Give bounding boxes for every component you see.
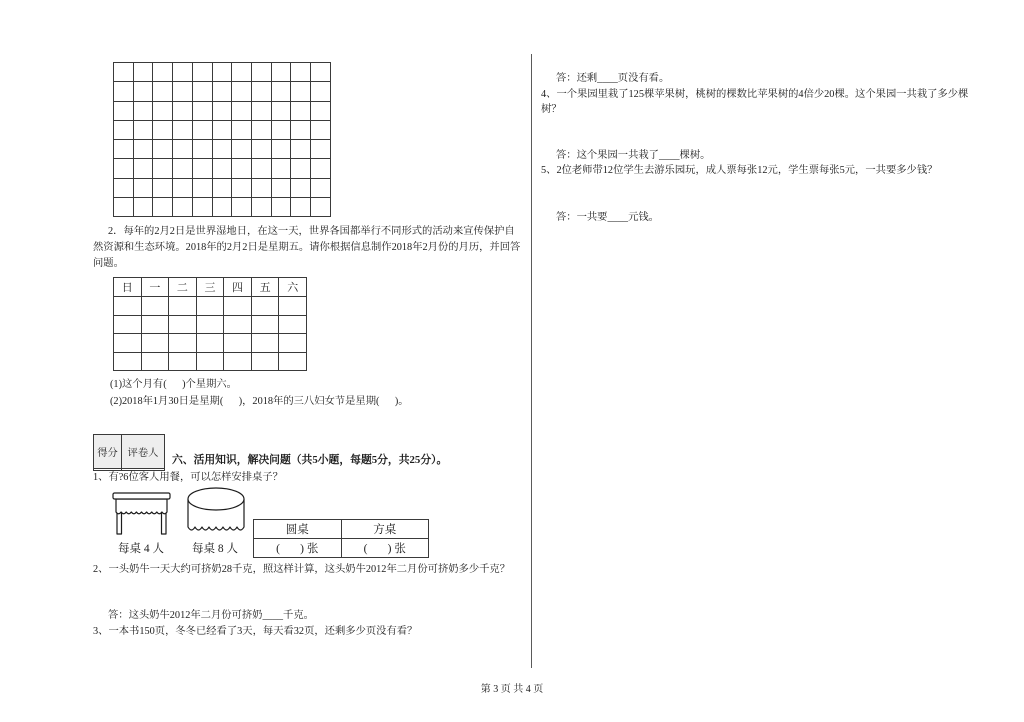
calendar-question-line: 2．每年的2月2日是世界湿地日，在这一天，世界各国都举行不同形式的活动来宣传保护自	[108, 226, 515, 237]
writing-grid-cell	[291, 178, 311, 197]
writing-grid-cell	[271, 178, 291, 197]
writing-grid-cell	[232, 120, 252, 139]
calendar-day-cell	[196, 334, 224, 353]
writing-grid-cell	[153, 178, 173, 197]
writing-grid-cell	[192, 101, 212, 120]
calendar-header-row	[114, 278, 307, 297]
calendar-day-cell	[114, 334, 142, 353]
weekday-header: 五	[251, 278, 279, 297]
weekday-header: 日	[114, 278, 142, 297]
writing-grid-cell	[311, 101, 331, 120]
writing-grid-cell	[271, 63, 291, 82]
question-4-line: 4、一个果园里栽了125棵苹果树，桃树的棵数比苹果树的4倍少20棵。这个果园一共栽了多少棵	[541, 89, 969, 100]
writing-grid-cell	[133, 63, 153, 82]
writing-grid-cell	[192, 178, 212, 197]
writing-grid-cell	[133, 101, 153, 120]
writing-grid-cell	[232, 140, 252, 159]
calendar-day-cell	[251, 334, 279, 353]
calendar-day-cell	[279, 315, 307, 334]
writing-grid-row	[114, 140, 331, 159]
writing-grid-cell	[133, 82, 153, 101]
calendar-day-cell	[169, 352, 197, 371]
calendar-question-line: 问题。	[93, 258, 124, 269]
question-1: 1、有?6位客人用餐，可以怎样安排桌子？	[93, 472, 283, 483]
writing-grid-cell	[173, 178, 193, 197]
question-2-answer: 答：这头奶牛2012年二月份可挤奶____千克。	[108, 610, 314, 621]
writing-grid-cell	[232, 197, 252, 216]
calendar-day-cell	[114, 297, 142, 316]
calendar-week-row	[114, 352, 307, 371]
writing-grid-cell	[133, 120, 153, 139]
table-top	[188, 488, 244, 510]
writing-grid-cell	[133, 159, 153, 178]
square-table-count-blank: ( ) 张	[341, 539, 429, 558]
square-table-header: 方桌	[341, 520, 429, 539]
writing-grid-cell	[232, 178, 252, 197]
calendar-week-row	[114, 334, 307, 353]
score-label: 得分	[94, 435, 122, 469]
calendar-day-cell	[224, 352, 252, 371]
writing-grid-cell	[291, 120, 311, 139]
question-3: 3、一本书150页，冬冬已经看了3天，每天看32页，还剩多少页没有看？	[93, 626, 418, 637]
writing-grid-cell	[114, 120, 134, 139]
writing-grid-cell	[311, 178, 331, 197]
writing-grid-row	[114, 178, 331, 197]
calendar-day-cell	[141, 297, 169, 316]
writing-grid-cell	[173, 101, 193, 120]
writing-grid-cell	[232, 101, 252, 120]
calendar-table	[113, 277, 307, 371]
writing-grid-cell	[271, 101, 291, 120]
writing-grid-cell	[311, 120, 331, 139]
writing-grid-cell	[192, 140, 212, 159]
writing-grid-row	[114, 101, 331, 120]
writing-grid-cell	[271, 120, 291, 139]
writing-grid-cell	[153, 82, 173, 101]
writing-grid-cell	[192, 120, 212, 139]
writing-grid-cell	[291, 82, 311, 101]
score-box-header-row	[94, 435, 165, 469]
weekday-header: 三	[196, 278, 224, 297]
writing-grid-cell	[153, 63, 173, 82]
calendar-day-cell	[224, 297, 252, 316]
round-table-label: 每桌 8 人	[192, 543, 238, 555]
writing-grid-row	[114, 197, 331, 216]
writing-grid-cell	[192, 82, 212, 101]
writing-grid-cell	[212, 159, 232, 178]
writing-grid-row	[114, 120, 331, 139]
writing-grid-cell	[153, 120, 173, 139]
calendar-day-cell	[224, 315, 252, 334]
writing-grid-cell	[114, 140, 134, 159]
writing-grid-cell	[271, 140, 291, 159]
writing-grid-cell	[271, 159, 291, 178]
question-4-line: 树？	[541, 104, 562, 115]
calendar-day-cell	[251, 297, 279, 316]
calendar-day-cell	[169, 334, 197, 353]
writing-grid-cell	[114, 197, 134, 216]
calendar-day-cell	[279, 297, 307, 316]
weekday-header: 一	[141, 278, 169, 297]
writing-grid-cell	[271, 197, 291, 216]
writing-grid-cell	[114, 159, 134, 178]
writing-grid-cell	[311, 140, 331, 159]
writing-grid-cell	[252, 140, 272, 159]
calendar-day-cell	[196, 352, 224, 371]
writing-grid-cell	[311, 63, 331, 82]
square-table-illustration	[110, 488, 174, 538]
writing-grid-cell	[291, 140, 311, 159]
writing-grid-cell	[232, 82, 252, 101]
writing-grid-cell	[212, 197, 232, 216]
calendar-day-cell	[141, 315, 169, 334]
writing-grid-cell	[252, 101, 272, 120]
question-4-answer: 答：这个果园一共栽了____棵树。	[556, 150, 711, 161]
writing-grid-cell	[271, 82, 291, 101]
calendar-day-cell	[251, 352, 279, 371]
calendar-day-cell	[196, 315, 224, 334]
writing-grid-cell	[133, 140, 153, 159]
calendar-day-cell	[251, 315, 279, 334]
writing-grid-cell	[192, 159, 212, 178]
calendar-week-row	[114, 315, 307, 334]
writing-grid-cell	[114, 82, 134, 101]
writing-grid-cell	[153, 197, 173, 216]
writing-grid-cell	[192, 63, 212, 82]
writing-grid-cell	[212, 63, 232, 82]
writing-grid-cell	[291, 159, 311, 178]
writing-grid-cell	[114, 178, 134, 197]
writing-grid-cell	[252, 178, 272, 197]
writing-grid-cell	[173, 159, 193, 178]
writing-grid-cell	[212, 140, 232, 159]
calendar-day-cell	[114, 352, 142, 371]
writing-grid-cell	[114, 101, 134, 120]
calendar-day-cell	[169, 315, 197, 334]
writing-grid-cell	[232, 159, 252, 178]
sub-question: (2)2018年1月30日是星期( )，2018年的三八妇女节是星期( )。	[110, 396, 409, 407]
calendar-day-cell	[141, 334, 169, 353]
writing-grid-cell	[173, 120, 193, 139]
writing-grid-cell	[252, 120, 272, 139]
writing-grid-cell	[173, 140, 193, 159]
square-table-label: 每桌 4 人	[118, 543, 164, 555]
writing-grid-cell	[114, 63, 134, 82]
tablecloth-skirt	[116, 499, 167, 514]
writing-grid-row	[114, 159, 331, 178]
writing-grid-cell	[153, 140, 173, 159]
writing-grid-cell	[212, 82, 232, 101]
writing-grid-cell	[232, 63, 252, 82]
weekday-header: 六	[279, 278, 307, 297]
question-5-answer: 答：一共要____元钱。	[556, 212, 659, 223]
writing-grid-cell	[173, 82, 193, 101]
writing-grid-cell	[311, 159, 331, 178]
calendar-day-cell	[141, 352, 169, 371]
writing-grid-cell	[173, 63, 193, 82]
page-number: 第 3 页 共 4 页	[480, 684, 544, 695]
score-box	[93, 434, 165, 471]
calendar-day-cell	[169, 297, 197, 316]
writing-grid-cell	[311, 197, 331, 216]
writing-grid-cell	[212, 120, 232, 139]
writing-grid-cell	[291, 197, 311, 216]
writing-grid-cell	[153, 101, 173, 120]
round-table-illustration	[185, 484, 249, 538]
writing-grid-cell	[153, 159, 173, 178]
writing-grid-row	[114, 63, 331, 82]
calendar-day-cell	[196, 297, 224, 316]
table-count-answer-table	[253, 519, 429, 558]
calendar-day-cell	[114, 315, 142, 334]
writing-grid-cell	[252, 159, 272, 178]
round-table-count-blank: ( ) 张	[254, 539, 342, 558]
grader-label: 评卷人	[122, 435, 165, 469]
writing-grid-row	[114, 82, 331, 101]
calendar-question-line: 然资源和生态环境。2018年的2月2日是星期五。请你根据信息制作2018年2月份的月历，并回答	[93, 242, 521, 253]
writing-grid-cell	[212, 101, 232, 120]
calendar-day-cell	[279, 334, 307, 353]
column-divider	[531, 54, 532, 668]
calendar-week-row	[114, 297, 307, 316]
writing-grid-cell	[212, 178, 232, 197]
answer-table-blank-row	[254, 539, 429, 558]
writing-grid	[113, 62, 331, 217]
section-title: 六、活用知识，解决问题（共5小题，每题5分，共25分）。	[172, 454, 448, 466]
writing-grid-cell	[291, 101, 311, 120]
writing-grid-cell	[133, 178, 153, 197]
answer-table-header-row	[254, 520, 429, 539]
weekday-header: 二	[169, 278, 197, 297]
weekday-header: 四	[224, 278, 252, 297]
calendar-day-cell	[224, 334, 252, 353]
writing-grid-cell	[252, 82, 272, 101]
question-3-answer: 答：还剩____页没有看。	[556, 73, 670, 84]
writing-grid-cell	[192, 197, 212, 216]
sub-question: (1)这个月有( )个星期六。	[110, 379, 237, 390]
writing-grid-cell	[173, 197, 193, 216]
round-table-header: 圆桌	[254, 520, 342, 539]
writing-grid-cell	[311, 82, 331, 101]
table-top	[113, 493, 170, 499]
writing-grid-cell	[252, 197, 272, 216]
question-2: 2、一头奶牛一天大约可挤奶28千克，照这样计算，这头奶牛2012年二月份可挤奶多少千克？	[93, 564, 511, 575]
writing-grid-cell	[252, 63, 272, 82]
calendar-day-cell	[279, 352, 307, 371]
writing-grid-cell	[291, 63, 311, 82]
writing-grid-cell	[133, 197, 153, 216]
question-5: 5、2位老师带12位学生去游乐园玩，成人票每张12元，学生票每张5元，一共要多少钱？	[541, 165, 938, 176]
